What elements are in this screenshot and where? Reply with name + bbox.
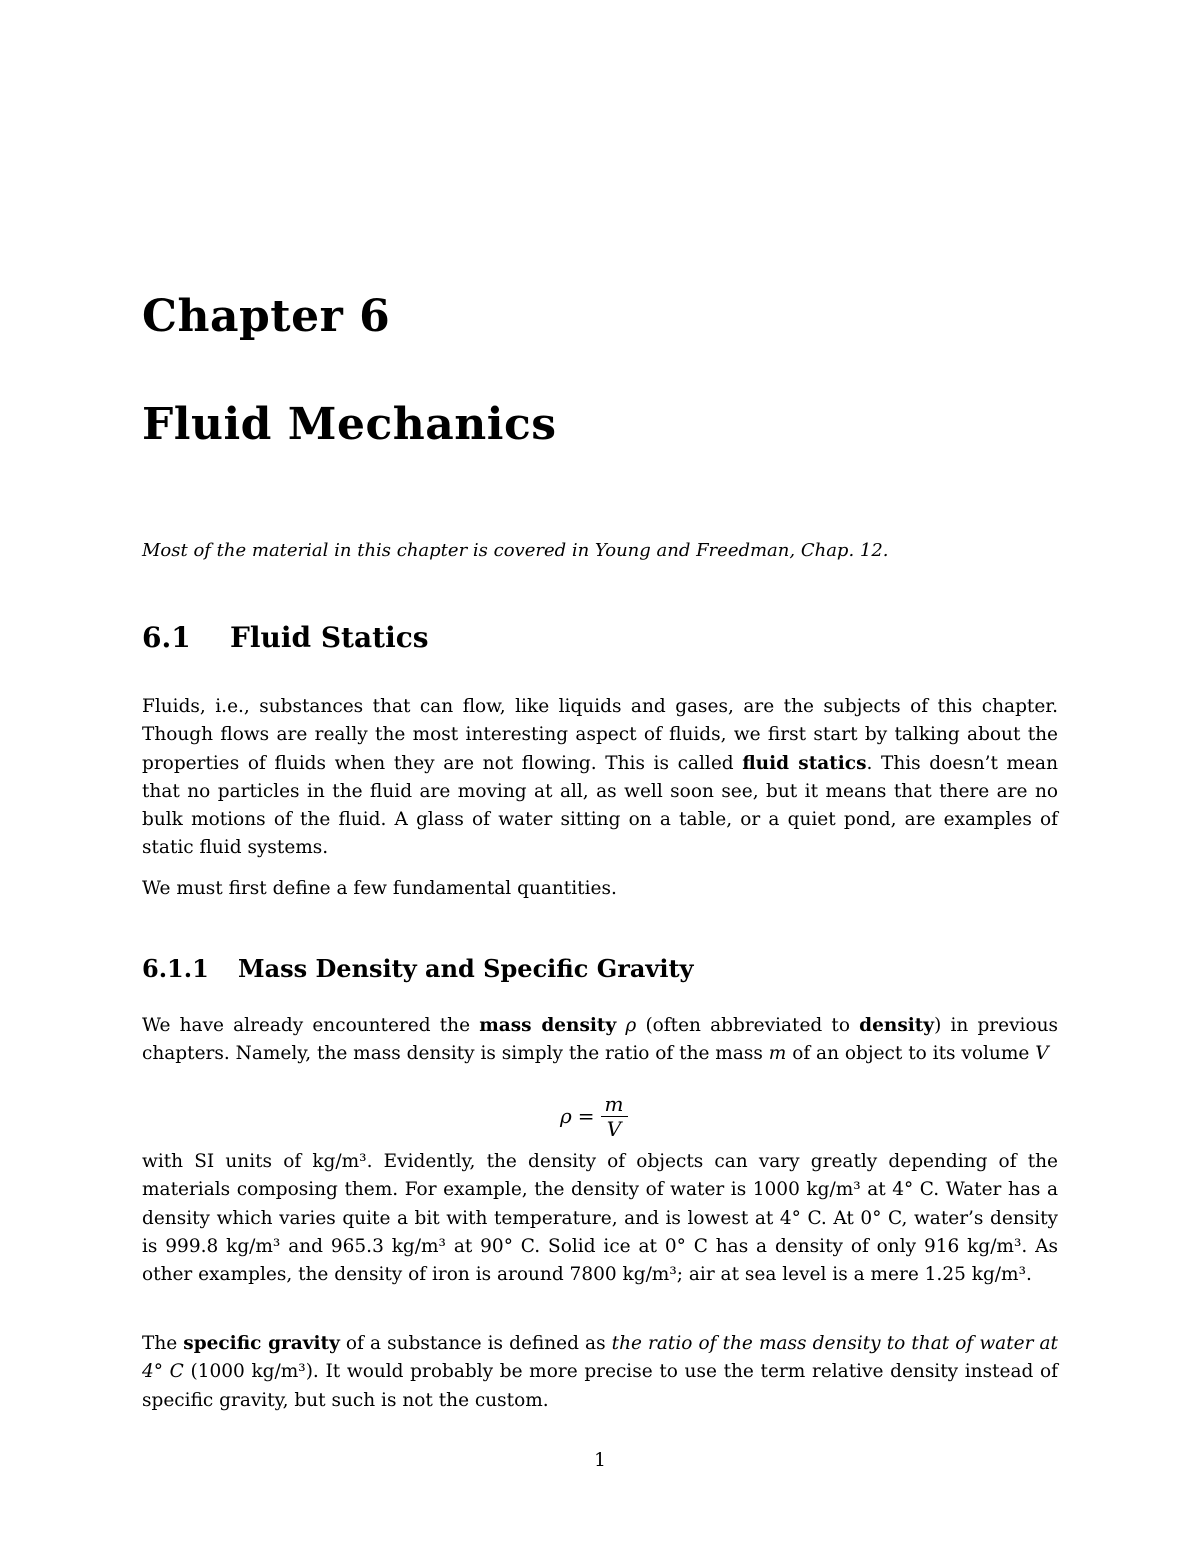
italic-definition: the ratio of the mass density to that of water at 4° C	[142, 1333, 1058, 1383]
text-run: We have already encountered the	[142, 1015, 480, 1036]
bold-term: mass density	[479, 1015, 617, 1036]
density-equation	[560, 1086, 628, 1146]
fraction-numerator: m	[604, 1091, 624, 1116]
fraction-denominator: V	[606, 1116, 622, 1141]
chapter-title: Fluid Mechanics	[142, 399, 557, 450]
text-run: The	[142, 1333, 184, 1354]
paragraph-specific-gravity	[142, 1330, 1058, 1415]
text-run: of an object to its volume	[786, 1043, 1036, 1065]
text-run: of a substance is defined as	[339, 1333, 612, 1354]
equation-lhs: ρ	[560, 1104, 572, 1128]
section-heading	[142, 620, 429, 656]
equation-fraction	[601, 1092, 628, 1141]
text-run: (often abbreviated to	[636, 1015, 860, 1036]
math-symbol: m	[768, 1043, 787, 1065]
section-title: Fluid Statics	[230, 621, 429, 654]
paragraph-fundamental-quantities: We must first define a few fundamental quantities.	[142, 878, 617, 899]
subsection-heading	[142, 953, 694, 985]
bold-term: specific gravity	[183, 1333, 340, 1354]
bold-term: density	[859, 1015, 935, 1036]
text-run: . This doesn’t mean that no particles in the fluid are moving at all, as well soon see, but it means that there are no bulk motions of the fluid. A glass of water sitting on a table, or a quiet pond, are examples of static fluid systems.	[142, 752, 1058, 859]
paragraph-density-examples: with SI units of kg/m³. Evidently, the density of objects can vary greatly depending of the materials composing them. For example, the density of water is 1000 kg/m³ at 4° C. Water has a density which varies quite a bit with temperature, and is lowest at 4° C. At 0° C, water’s density is 999.8 kg/m³ and 965.3 kg/m³ at 90° C. Solid ice at 0° C has a density of only 916 kg/m³. As other examples, the density of iron is around 7800 kg/m³; air at sea level is a mere 1.25 kg/m³.	[142, 1151, 1058, 1286]
math-symbol: V	[1035, 1043, 1049, 1065]
chapter-intro-note: Most of the material in this chapter is covered in Young and Freedman, Chap. 12.	[142, 540, 889, 561]
paragraph-mass-density	[142, 1012, 1058, 1069]
equation-operator: =	[577, 1104, 595, 1128]
math-symbol: ρ	[625, 1015, 637, 1036]
text-run: ) in previous chapters. Namely, the mass density is simply the ratio of the mass	[142, 1015, 1058, 1065]
text-run: (1000 kg/m³). It would probably be more precise to use the term relative density instead of specific gravity, but such is not the custom.	[142, 1361, 1058, 1411]
page-number: 1	[594, 1450, 606, 1471]
subsection-title: Mass Density and Specific Gravity	[238, 954, 694, 983]
paragraph-fluid-statics	[142, 693, 1058, 863]
section-number: 6.1	[142, 621, 191, 654]
chapter-number-heading: Chapter 6	[142, 291, 391, 342]
text-run: Fluids, i.e., substances that can flow, like liquids and gases, are the subjects of this chapter. Though flows are really the most interesting aspect of fluids, we first start by talking about the properties of fluids when they are not flowing. This is called	[142, 696, 1058, 774]
subsection-number: 6.1.1	[142, 954, 209, 983]
bold-term: fluid statics	[742, 752, 867, 774]
